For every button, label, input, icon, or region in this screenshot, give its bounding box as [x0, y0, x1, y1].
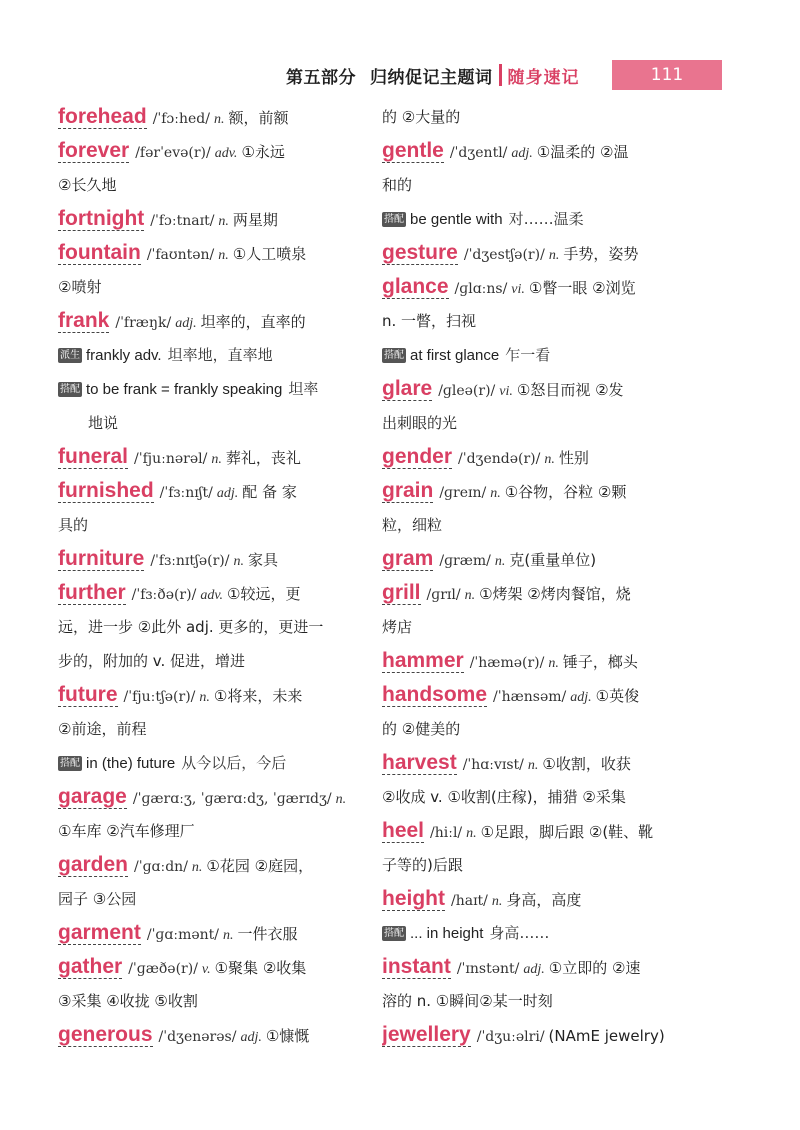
definition: 配 备 家 — [242, 483, 297, 501]
headword: fortnight — [58, 207, 145, 230]
headword: gender — [382, 445, 453, 468]
part-of-speech: adj. — [511, 146, 533, 161]
headword: generous — [58, 1023, 153, 1046]
phonetic: /haɪt/ — [451, 893, 488, 909]
continuation-line — [58, 644, 363, 678]
headword: grain — [382, 479, 434, 502]
phonetic: /ˈɡæðə(r)/ — [128, 961, 198, 977]
part-of-speech: adj. — [240, 1030, 262, 1045]
entry-line — [382, 372, 692, 406]
definition-continued: ②收成 v. ①收割(庄稼)，捕猎 ②采集 — [382, 788, 626, 806]
definition-continued: 的 ②大量的 — [382, 108, 461, 126]
entry-line — [382, 576, 692, 610]
entry-line — [382, 542, 692, 576]
headword: harvest — [382, 751, 457, 774]
definition-continued: 粒，细粒 — [382, 516, 443, 534]
headword: gesture — [382, 241, 458, 264]
page-number: 111 — [612, 60, 722, 90]
definition: ①将来，未来 — [213, 687, 303, 705]
continuation-line — [382, 984, 692, 1018]
definition: ①立即的 ②速 — [548, 959, 641, 977]
definition: ①慷慨 — [265, 1027, 310, 1045]
entry-line — [382, 814, 692, 848]
entry-line — [58, 950, 363, 984]
phonetic: /ˈɡɑːmənt/ — [146, 927, 219, 943]
part-of-speech: n. — [527, 758, 539, 773]
headword: furniture — [58, 547, 145, 570]
collocation-line — [382, 916, 692, 950]
header-part: 第五部分 — [286, 67, 356, 88]
continuation-line — [382, 610, 692, 644]
continuation-line — [58, 168, 363, 202]
definition-continued: ①车库 ②汽车修理厂 — [58, 822, 195, 840]
definition: 手势，姿势 — [563, 245, 639, 263]
part-of-speech: n. — [218, 214, 229, 229]
part-of-speech: n. — [223, 928, 234, 943]
headword: garage — [58, 785, 127, 808]
definition: 性别 — [558, 449, 589, 467]
continuation-line — [58, 712, 363, 746]
definition-continued: 步的，附加的 v. 促进，增进 — [58, 652, 246, 670]
part-of-speech: n. — [548, 248, 560, 263]
phonetic: /ˈfaʊntən/ — [146, 247, 215, 263]
entry-line — [58, 542, 363, 576]
part-of-speech: n. — [491, 894, 503, 909]
entry-line — [382, 678, 692, 712]
part-of-speech: adj. — [216, 486, 239, 501]
collocation-line — [58, 372, 363, 406]
example-translation: 身高…… — [489, 924, 550, 942]
definition-continued: 具的 — [58, 516, 89, 534]
part-of-speech: n. — [191, 860, 203, 875]
definition-continued: 的 ②健美的 — [382, 720, 461, 738]
collocation-line — [382, 338, 692, 372]
definition: ①收割，收获 — [542, 755, 631, 773]
definition: ①较远，更 — [227, 585, 301, 603]
headword: furnished — [58, 479, 154, 502]
definition-continued: 和的 — [382, 176, 413, 194]
definition: ①烤架 ②烤肉餐馆，烧 — [479, 585, 631, 603]
entry-line — [58, 780, 363, 814]
entry-line — [58, 848, 363, 882]
label-badge: 搭配 — [60, 384, 80, 395]
phonetic: /ˈɡærɑːʒ, ˈɡærɑːdʒ, ˈɡærɪdʒ/ — [132, 791, 332, 807]
example-text: frankly adv. — [86, 347, 162, 364]
part-of-speech: n. — [494, 554, 506, 569]
continuation-line — [382, 712, 692, 746]
headword: gentle — [382, 139, 444, 162]
part-of-speech: adj. — [570, 690, 592, 705]
phonetic: /ˈfjuːnərəl/ — [134, 451, 208, 467]
phonetic: /ɡrɪl/ — [426, 587, 461, 603]
continuation-line — [58, 508, 363, 542]
headword: further — [58, 581, 126, 604]
label-badge: 派生 — [60, 350, 80, 361]
collocation-line — [58, 746, 363, 780]
definition: (NAmE jewelry) — [548, 1027, 665, 1045]
entry-line — [58, 1018, 363, 1052]
headword: frank — [58, 309, 110, 332]
definition: ①足跟，脚后跟 ②(鞋、靴 — [480, 823, 654, 841]
definition-continued: 出刺眼的光 — [382, 414, 458, 432]
definition: ①谷物，谷粒 ②颗 — [504, 483, 627, 501]
definition: ①花园 ②庭园， — [206, 857, 314, 875]
entry-line — [58, 474, 363, 508]
header-divider — [499, 64, 502, 86]
part-of-speech: adj. — [175, 316, 197, 331]
collocation-line — [382, 202, 692, 236]
label-badge: 搭配 — [384, 214, 404, 225]
phonetic: /ˈfræŋk/ — [115, 315, 172, 331]
collocation-line — [58, 338, 363, 372]
continuation-line — [382, 304, 692, 338]
definition: 葬礼，丧礼 — [225, 449, 301, 467]
definition-continued: ②喷射 — [58, 278, 102, 296]
entry-line — [58, 134, 363, 168]
headword: handsome — [382, 683, 488, 706]
entry-line — [382, 644, 692, 678]
continuation-line — [382, 100, 692, 134]
entry-line — [58, 236, 363, 270]
headword: funeral — [58, 445, 129, 468]
header-title: 归纳促记主题词 — [370, 67, 493, 88]
headword: heel — [382, 819, 425, 842]
example-translation: 乍一看 — [505, 346, 551, 364]
part-of-speech: adv. — [200, 588, 223, 603]
entry-line — [382, 440, 692, 474]
left-column — [58, 100, 363, 1052]
part-of-speech: adj. — [523, 962, 545, 977]
phonetic: /ˈhæmə(r)/ — [469, 655, 545, 671]
phonetic: /ˈdʒentl/ — [449, 145, 508, 161]
phonetic: /ˈfɔːtnaɪt/ — [150, 213, 215, 229]
headword: glance — [382, 275, 449, 298]
label-badge: 搭配 — [384, 350, 404, 361]
definition-continued: ②前途，前程 — [58, 720, 147, 738]
part-of-speech: n. — [464, 588, 476, 603]
phonetic: /ˈfɜːðə(r)/ — [131, 587, 197, 603]
label-badge: 搭配 — [384, 928, 404, 939]
definition: 锤子，榔头 — [562, 653, 638, 671]
part-of-speech: vi. — [499, 384, 513, 399]
phonetic: /ɡreɪn/ — [439, 485, 487, 501]
entry-line — [382, 474, 692, 508]
headword: grill — [382, 581, 421, 604]
entry-line — [382, 270, 692, 304]
part-of-speech: n. — [199, 690, 210, 705]
part-of-speech: adv. — [214, 146, 238, 161]
headword: instant — [382, 955, 451, 978]
continuation-line — [58, 882, 363, 916]
continuation-line — [382, 406, 692, 440]
phonetic: /ˈdʒenərəs/ — [158, 1029, 237, 1045]
phonetic: /ɡleə(r)/ — [438, 383, 496, 399]
definition-continued: 子等的)后跟 — [382, 856, 463, 874]
definition: ①瞥一眼 ②浏览 — [528, 279, 636, 297]
entry-line — [58, 678, 363, 712]
phonetic: /ˈfɜːnɪtʃə(r)/ — [150, 553, 230, 569]
part-of-speech: n. — [211, 452, 222, 467]
definition-continued: 溶的 n. ①瞬间②某一时刻 — [382, 992, 553, 1010]
entry-line — [58, 304, 363, 338]
headword: future — [58, 683, 118, 706]
phonetic: /fərˈevə(r)/ — [135, 145, 211, 161]
continuation-line — [382, 508, 692, 542]
entry-line — [382, 882, 692, 916]
headword: hammer — [382, 649, 464, 672]
header-tag: 随身速记 — [507, 67, 580, 88]
definition-continued: 地说 — [88, 414, 119, 432]
phonetic: /ɡræm/ — [439, 553, 491, 569]
part-of-speech: n. — [490, 486, 501, 501]
continuation-line — [382, 168, 692, 202]
definition: 家具 — [247, 551, 278, 569]
entry-line — [382, 236, 692, 270]
example-text: to be frank = frankly speaking — [86, 381, 283, 398]
example-text: ... in height — [410, 925, 484, 942]
phonetic: /ˈfɔːhed/ — [152, 111, 210, 127]
headword: forever — [58, 139, 130, 162]
definition-continued: ③采集 ④收拢 ⑤收割 — [58, 992, 198, 1010]
entry-line — [58, 202, 363, 236]
continuation-line — [382, 848, 692, 882]
definition: 额，前额 — [228, 109, 289, 127]
example-text: in (the) future — [86, 755, 176, 772]
example-translation: 坦率地，直率地 — [167, 346, 273, 364]
definition: ①温柔的 ②温 — [536, 143, 629, 161]
definition-continued: 烤店 — [382, 618, 413, 636]
phonetic: /ˈdʒuːəlri/ — [476, 1029, 545, 1045]
phonetic: /ˈfjuːtʃə(r)/ — [123, 689, 196, 705]
definition: ①人工喷泉 — [232, 245, 307, 263]
headword: garden — [58, 853, 129, 876]
definition: ①英俊 — [595, 687, 640, 705]
part-of-speech: n. — [335, 792, 347, 807]
example-translation: 从今以后，今后 — [181, 754, 287, 772]
part-of-speech: n. — [233, 554, 244, 569]
running-header — [286, 60, 580, 90]
phonetic: /hiːl/ — [430, 825, 463, 841]
continuation-line — [58, 270, 363, 304]
continuation-line — [58, 610, 363, 644]
definition: 身高，高度 — [506, 891, 582, 909]
example-text: be gentle with — [410, 211, 503, 228]
entry-line — [58, 576, 363, 610]
headword: fountain — [58, 241, 141, 264]
continuation-line — [382, 780, 692, 814]
definition-continued: ②长久地 — [58, 176, 117, 194]
definition: ①怒目而视 ②发 — [516, 381, 624, 399]
headword: garment — [58, 921, 141, 944]
phonetic: /ˈfɜːnɪʃt/ — [159, 485, 213, 501]
part-of-speech: n. — [213, 112, 225, 127]
part-of-speech: n. — [548, 656, 559, 671]
headword: glare — [382, 377, 433, 400]
part-of-speech: v. — [201, 962, 211, 977]
definition: ①聚集 ②收集 — [214, 959, 307, 977]
phonetic: /ɡlɑːns/ — [454, 281, 508, 297]
phonetic: /ˈɡɑːdn/ — [134, 859, 188, 875]
label-badge: 搭配 — [60, 758, 80, 769]
example-translation: 坦率 — [288, 380, 319, 398]
entry-line — [382, 134, 692, 168]
continuation-line — [58, 406, 363, 440]
entry-line — [382, 1018, 692, 1052]
definition: ①永远 — [241, 143, 285, 161]
part-of-speech: n. — [466, 826, 477, 841]
right-column — [382, 100, 692, 1052]
phonetic: /ˈɪnstənt/ — [456, 961, 520, 977]
phonetic: /ˈhænsəm/ — [493, 689, 567, 705]
definition-continued: 园子 ③公园 — [58, 890, 137, 908]
example-translation: 对……温柔 — [508, 210, 584, 228]
definition-continued: n. 一瞥，扫视 — [382, 312, 477, 330]
continuation-line — [58, 984, 363, 1018]
entry-line — [58, 440, 363, 474]
entry-line — [58, 100, 363, 134]
part-of-speech: n. — [218, 248, 229, 263]
headword: forehead — [58, 105, 147, 128]
entry-line — [382, 746, 692, 780]
headword: gram — [382, 547, 434, 570]
phonetic: /ˈhɑːvɪst/ — [462, 757, 524, 773]
phonetic: /ˈdʒendə(r)/ — [458, 451, 541, 467]
example-text: at first glance — [410, 347, 500, 364]
definition: 坦率的，直率的 — [200, 313, 306, 331]
definition: 两星期 — [232, 211, 278, 229]
headword: jewellery — [382, 1023, 471, 1046]
definition: 克(重量单位) — [509, 551, 597, 569]
headword: height — [382, 887, 445, 910]
definition-continued: 远，进一步 ②此外 adj. 更多的，更进一 — [58, 618, 324, 636]
headword: gather — [58, 955, 123, 978]
part-of-speech: vi. — [511, 282, 525, 297]
entry-line — [382, 950, 692, 984]
continuation-line — [58, 814, 363, 848]
phonetic: /ˈdʒestʃə(r)/ — [463, 247, 545, 263]
part-of-speech: n. — [544, 452, 555, 467]
definition: 一件衣服 — [237, 925, 298, 943]
entry-line — [58, 916, 363, 950]
